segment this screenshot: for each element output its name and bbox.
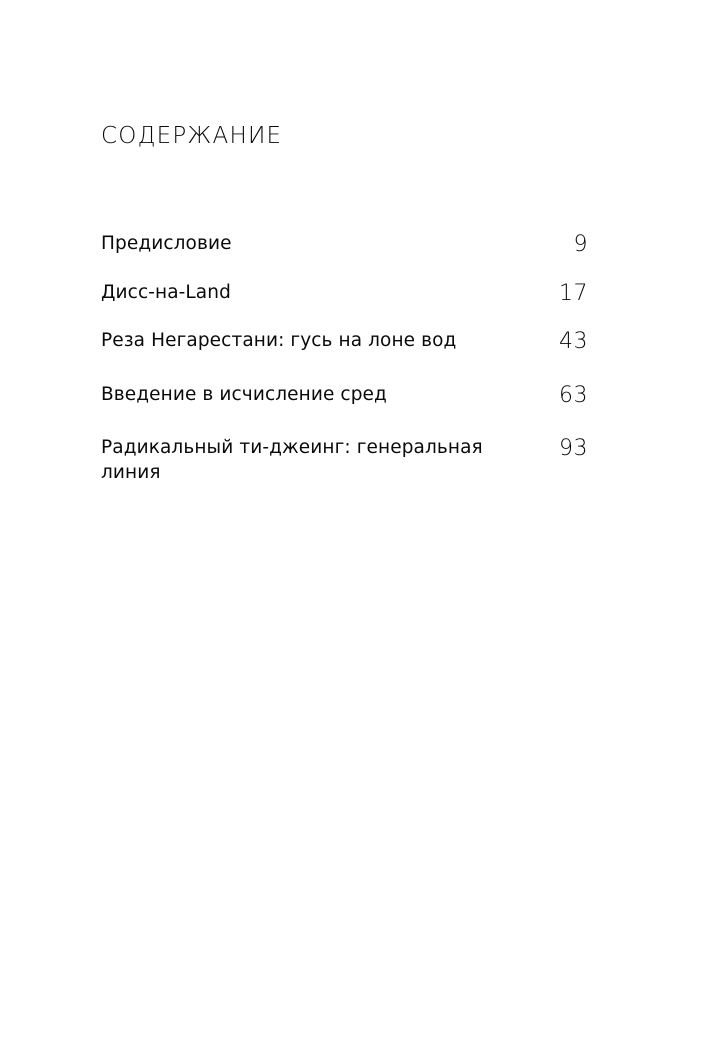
toc-entry-page-number: 63	[559, 383, 588, 408]
toc-entry-page-number: 43	[559, 329, 588, 354]
toc-entry-page-number: 93	[559, 436, 588, 461]
toc-entry-title: Дисс-на-Land	[101, 282, 231, 303]
toc-entry-title: Предисловие	[101, 233, 232, 254]
toc-entry-title: Радикальный ти-джеинг: генеральная линия	[101, 437, 483, 483]
toc-entry-page-number: 9	[573, 232, 588, 257]
page-title: СОДЕРЖАНИЕ	[101, 123, 283, 149]
toc-entry-title: Введение в исчисление сред	[101, 384, 387, 405]
toc-entry-page-number: 17	[559, 281, 588, 306]
toc-entry-title: Реза Негарестани: гусь на лоне вод	[101, 330, 457, 351]
